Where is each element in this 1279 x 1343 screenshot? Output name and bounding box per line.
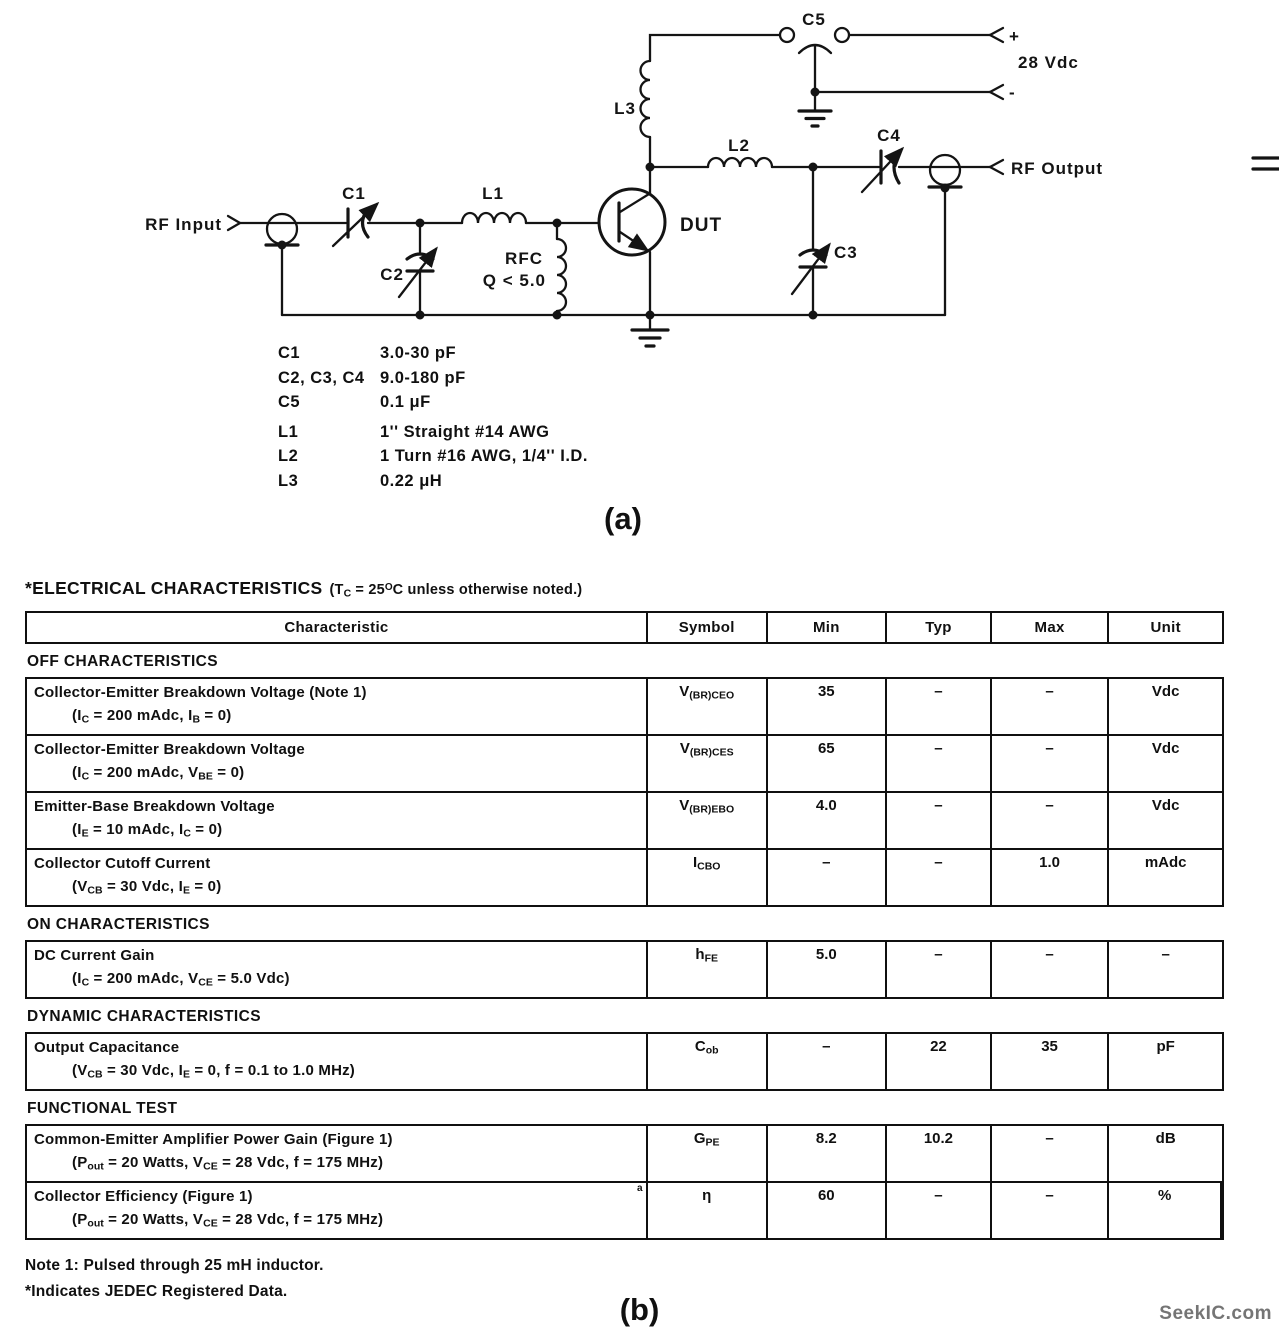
rf-output-label: RF Output bbox=[1011, 159, 1104, 178]
cell-characteristic-condition: ($I_C = 200$ mAdc, $V_{BE} = 0$) bbox=[72, 763, 245, 782]
section-title: ON CHARACTERISTICS bbox=[27, 916, 210, 933]
cell-typ: – bbox=[887, 850, 992, 905]
dut-label: DUT bbox=[680, 215, 723, 236]
part-value: 9.0-180 pF bbox=[380, 368, 466, 387]
cell-symbol: η bbox=[648, 1183, 768, 1238]
cell-typ: 22 bbox=[887, 1034, 992, 1089]
cell-max: 35 bbox=[992, 1034, 1110, 1089]
l1-label: L1 bbox=[482, 184, 504, 203]
table-section bbox=[25, 1008, 1224, 1091]
cell-characteristic-condition: ($P_{out} = 20$ Watts, $V_{CE} = 28$ Vdc, f = 175 MHz) bbox=[72, 1153, 384, 1172]
header-characteristic: Characteristic bbox=[27, 613, 648, 642]
cell-characteristic bbox=[27, 1126, 648, 1181]
cell-symbol: $h_{FE}$ bbox=[648, 942, 768, 997]
cell-characteristic-main: Collector-Emitter Breakdown Voltage (Note 1) bbox=[34, 684, 367, 701]
input-connector-icon bbox=[267, 214, 297, 244]
part-value: 1 Turn #16 AWG, 1/4'' I.D. bbox=[380, 447, 588, 466]
cell-typ: – bbox=[887, 679, 992, 734]
table-title bbox=[25, 578, 1224, 600]
section-rows bbox=[25, 677, 1224, 907]
part-ref: C5 bbox=[278, 393, 301, 412]
cell-characteristic bbox=[27, 736, 648, 791]
cell-characteristic-main: Output Capacitance bbox=[34, 1039, 180, 1056]
watermark: SeekIC.com bbox=[1159, 1303, 1272, 1324]
cell-min: – bbox=[768, 850, 888, 905]
table-row bbox=[27, 793, 1222, 850]
cell-characteristic-main: Collector Efficiency (Figure 1) bbox=[34, 1188, 253, 1205]
cell-typ: – bbox=[887, 1183, 992, 1238]
header-unit: Unit bbox=[1150, 619, 1181, 636]
note-1: Note 1: Pulsed through 25 mH inductor. bbox=[25, 1257, 324, 1274]
table-row bbox=[27, 942, 1222, 997]
table-row bbox=[27, 1126, 1222, 1183]
parts-list bbox=[278, 344, 588, 497]
table-row bbox=[27, 736, 1222, 793]
cell-max: – bbox=[992, 793, 1110, 848]
part-ref: L2 bbox=[278, 447, 299, 466]
table-title-note: ($T_C = 25^OC$ unless otherwise noted.) bbox=[329, 582, 583, 600]
table-section bbox=[25, 916, 1224, 999]
cell-typ: – bbox=[887, 793, 992, 848]
parts-list-row bbox=[278, 472, 588, 497]
junction-dots bbox=[278, 88, 950, 320]
circuit-wires bbox=[228, 28, 1279, 346]
cell-characteristic-main: Collector-Emitter Breakdown Voltage bbox=[34, 741, 305, 758]
cell-characteristic bbox=[27, 679, 648, 734]
test-circuit-schematic bbox=[0, 0, 1279, 560]
c3-label: C3 bbox=[834, 243, 858, 262]
section-title: DYNAMIC CHARACTERISTICS bbox=[27, 1008, 261, 1025]
transistor-body bbox=[599, 189, 665, 255]
cell-unit: mAdc bbox=[1144, 854, 1187, 871]
part-value: 1'' Straight #14 AWG bbox=[380, 422, 550, 441]
cell-characteristic-main: Common-Emitter Amplifier Power Gain (Figure 1) bbox=[34, 1131, 393, 1148]
cell-characteristic-main: Emitter-Base Breakdown Voltage bbox=[34, 798, 275, 815]
cell-symbol: $I_{CBO}$ bbox=[648, 850, 768, 905]
section-rows bbox=[25, 940, 1224, 999]
c1-label: C1 bbox=[342, 184, 366, 203]
cell-max: – bbox=[992, 736, 1110, 791]
cell-typ: – bbox=[887, 942, 992, 997]
cell-characteristic-condition: ($V_{CB} = 30$ Vdc, $I_E = 0$) bbox=[72, 877, 222, 896]
cell-unit: – bbox=[1161, 946, 1170, 963]
l2-label: L2 bbox=[728, 136, 750, 155]
cell-min: 4.0 bbox=[768, 793, 888, 848]
c4-label: C4 bbox=[877, 126, 901, 145]
cell-min: 8.2 bbox=[768, 1126, 888, 1181]
table-row bbox=[27, 1034, 1222, 1089]
part-value: 0.1 μF bbox=[380, 393, 431, 412]
cell-symbol: $C_{ob}$ bbox=[648, 1034, 768, 1089]
c5-terminal-icon bbox=[835, 28, 849, 42]
header-symbol: Symbol bbox=[648, 613, 768, 642]
cell-min: 5.0 bbox=[768, 942, 888, 997]
cell-characteristic-main: DC Current Gain bbox=[34, 947, 155, 964]
table-title-main: *ELECTRICAL CHARACTERISTICS bbox=[25, 578, 323, 598]
parts-list-row bbox=[278, 344, 588, 369]
table-sections bbox=[25, 653, 1224, 1240]
section-rows bbox=[25, 1124, 1224, 1240]
section-title: FUNCTIONAL TEST bbox=[27, 1100, 178, 1117]
cell-characteristic-condition: ($P_{out} = 20$ Watts, $V_{CE} = 28$ Vdc, f = 175 MHz) bbox=[72, 1210, 384, 1229]
c5-label: C5 bbox=[802, 10, 826, 29]
rf-input-label: RF Input bbox=[145, 215, 222, 234]
cell-symbol: $G_{PE}$ bbox=[648, 1126, 768, 1181]
l3-label: L3 bbox=[614, 99, 636, 118]
rfc-q-label: Q < 5.0 bbox=[482, 271, 546, 290]
electrical-characteristics-table bbox=[25, 578, 1224, 1309]
cell-max: – bbox=[992, 942, 1110, 997]
header-min: Min bbox=[768, 613, 888, 642]
table-header-row bbox=[25, 611, 1224, 644]
cell-min: 60 bbox=[768, 1183, 888, 1238]
parts-list-row bbox=[278, 447, 588, 472]
c5-terminal-icon bbox=[780, 28, 794, 42]
supply-voltage-label: 28 Vdc bbox=[1018, 53, 1079, 72]
table-section bbox=[25, 1100, 1224, 1240]
cell-min: 65 bbox=[768, 736, 888, 791]
rfc-label: RFC bbox=[505, 249, 543, 268]
row-mark: a bbox=[637, 1183, 643, 1194]
jedec-note: *Indicates JEDEC Registered Data. bbox=[25, 1283, 288, 1300]
part-ref: C2, C3, C4 bbox=[278, 368, 365, 387]
cell-typ: – bbox=[887, 736, 992, 791]
cell-min: 35 bbox=[768, 679, 888, 734]
cell-symbol: $V_{(BR)CES}$ bbox=[648, 736, 768, 791]
cell-characteristic-condition: ($I_C = 200$ mAdc, $I_B = 0$) bbox=[72, 706, 232, 725]
part-ref: L3 bbox=[278, 471, 299, 490]
cell-unit: Vdc bbox=[1151, 740, 1180, 757]
part-ref: C1 bbox=[278, 344, 301, 362]
output-connector-icon bbox=[930, 155, 960, 185]
supply-minus-label: - bbox=[1009, 83, 1016, 102]
part-value: 3.0-30 pF bbox=[380, 344, 457, 362]
cell-characteristic bbox=[27, 793, 648, 848]
cell-typ: 10.2 bbox=[887, 1126, 992, 1181]
cell-characteristic-condition: ($V_{CB} = 30$ Vdc, $I_E = 0$, f = 0.1 to 1.0 MHz) bbox=[72, 1061, 356, 1080]
cell-symbol: $V_{(BR)EBO}$ bbox=[648, 793, 768, 848]
cell-characteristic bbox=[27, 1183, 648, 1238]
parts-list-row bbox=[278, 423, 588, 448]
cell-unit: Vdc bbox=[1151, 797, 1180, 814]
table-row bbox=[27, 679, 1222, 736]
cell-max: – bbox=[992, 679, 1110, 734]
cell-characteristic bbox=[27, 850, 648, 905]
cell-unit: pF bbox=[1156, 1038, 1175, 1055]
figure-a-caption: (a) bbox=[604, 501, 642, 536]
cell-min: – bbox=[768, 1034, 888, 1089]
table-section bbox=[25, 653, 1224, 907]
table-row bbox=[27, 850, 1222, 905]
cell-max: – bbox=[992, 1183, 1110, 1238]
part-value: 0.22 μH bbox=[380, 471, 443, 490]
cell-characteristic bbox=[27, 942, 648, 997]
figure-b-caption: (b) bbox=[619, 1292, 660, 1327]
table-row bbox=[27, 1183, 1222, 1238]
header-max: Max bbox=[992, 613, 1110, 642]
cell-unit: dB bbox=[1155, 1130, 1176, 1147]
supply-plus-label: + bbox=[1009, 27, 1020, 46]
parts-list-row bbox=[278, 369, 588, 394]
section-rows bbox=[25, 1032, 1224, 1091]
cell-unit: Vdc bbox=[1151, 683, 1180, 700]
part-ref: L1 bbox=[278, 422, 299, 441]
cell-symbol: $V_{(BR)CEO}$ bbox=[648, 679, 768, 734]
cell-unit: % bbox=[1109, 1183, 1222, 1238]
cell-characteristic bbox=[27, 1034, 648, 1089]
c2-label: C2 bbox=[380, 265, 404, 284]
header-typ: Typ bbox=[887, 613, 992, 642]
cell-characteristic-main: Collector Cutoff Current bbox=[34, 855, 211, 872]
section-title: OFF CHARACTERISTICS bbox=[27, 653, 219, 670]
cell-max: 1.0 bbox=[992, 850, 1110, 905]
cell-characteristic-condition: ($I_E = 10$ mAdc, $I_C = 0$) bbox=[72, 820, 223, 839]
page-edge-mark bbox=[1253, 158, 1279, 169]
cell-characteristic-condition: ($I_C = 200$ mAdc, $V_{CE} = 5.0$ Vdc) bbox=[72, 969, 290, 988]
parts-list-row bbox=[278, 393, 588, 418]
cell-max: – bbox=[992, 1126, 1110, 1181]
